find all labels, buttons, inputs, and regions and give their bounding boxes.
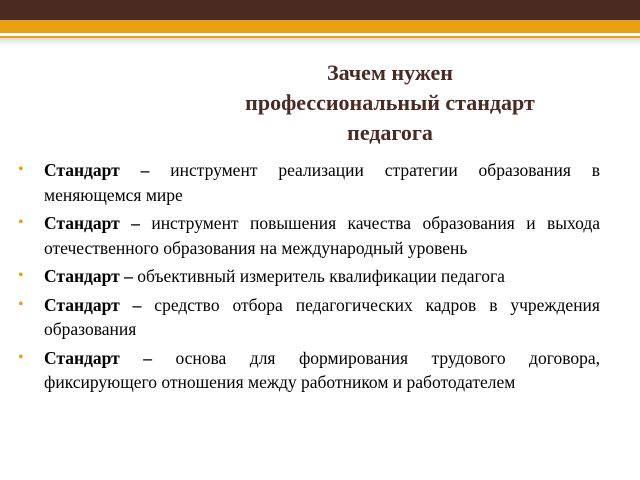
bullet-text: инструмент повышения качества образования и выхода отечественного образования на международный уровень: [44, 213, 600, 258]
header-band-gold: [0, 20, 640, 33]
bullet-icon: •: [18, 295, 24, 313]
bullet-item-4: [18, 293, 600, 342]
slide-title-line-2: профессиональный стандарт: [245, 90, 535, 115]
bullet-icon: •: [18, 348, 24, 366]
bullet-item-1: [18, 158, 600, 207]
bullet-lead: Стандарт –: [44, 294, 142, 315]
bullet-lead: Стандарт –: [44, 160, 150, 180]
bullet-item-5: [18, 346, 600, 395]
header-band-shadow: [0, 38, 640, 46]
bullet-lead: Стандарт –: [44, 213, 140, 233]
bullet-icon: •: [18, 267, 24, 284]
bullet-text: объективный измеритель квалификации педагога: [132, 266, 505, 286]
bullet-item-3: [18, 264, 600, 289]
bullet-item-2: [18, 211, 600, 260]
bullet-list: [18, 158, 600, 399]
slide-title: [150, 58, 630, 148]
bullet-text: инструмент реализации стратегии образования в меняющемся мире: [44, 160, 600, 205]
bullet-icon: •: [18, 214, 24, 231]
header-band-dark: [0, 0, 640, 20]
slide-title-line-1: Зачем нужен: [327, 60, 453, 85]
bullet-lead: Стандарт –: [44, 347, 152, 368]
bullet-text: основа для формирования трудового договора, фиксирующего отношения между работником и работодателем: [44, 347, 600, 392]
slide-title-line-3: педагога: [347, 120, 433, 145]
bullet-icon: •: [18, 161, 24, 178]
bullet-text: средство отбора педагогических кадров в учреждения образования: [44, 294, 600, 339]
bullet-lead: Стандарт –: [44, 266, 133, 286]
